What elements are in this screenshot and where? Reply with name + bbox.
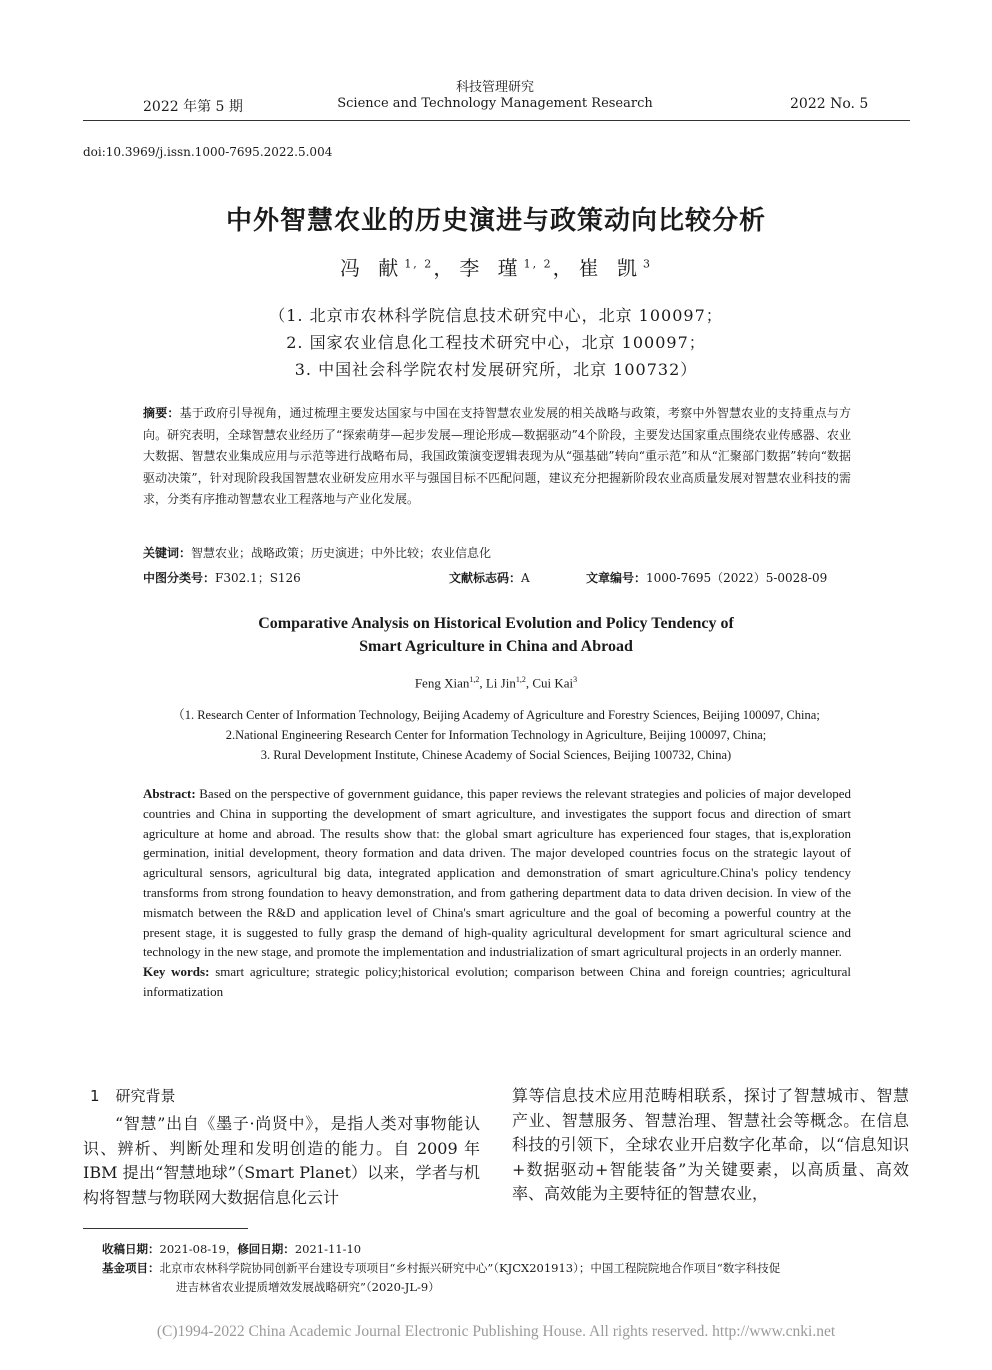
keywords-en <box>143 962 851 1002</box>
abstract-cn-text: 基于政府引导视角，通过梳理主要发达国家与中国在支持智慧农业发展的相关战略与政策，考察中外智慧农业的支持重点与方向。研究表明，全球智慧农业经历了“探索萌芽—起步发展—理论形成—数据驱动”4个阶段，主要发达国家重点围绕农业传感器、农业大数据、智慧农业集成应用与示范等进行战略布局，我国政策演变逻辑表现为从“强基础”转向“重示范”和从“汇聚部门数据”转向“数据驱动决策”，针对现阶段我国智慧农业研发应用水平与强国目标不匹配问题，建议充分把握新阶段农业高质量发展对智慧农业科技的需求，分类有序推动智慧农业工程落地与产业化发展。 <box>143 406 851 507</box>
author-affil-mark: 1,2 <box>515 675 526 684</box>
footnote-fund <box>102 1259 912 1297</box>
doc-code-value: A <box>521 571 530 585</box>
keywords-en-text: smart agriculture; strategic policy;historical evolution; comparison between China and foreign countries; agricultural informatization <box>143 964 851 999</box>
article-no-field <box>586 569 827 586</box>
author-name: 崔 凯 <box>578 256 644 280</box>
paper-title-cn: 中外智慧农业的历史演进与政策动向比较分析 <box>225 206 766 236</box>
paper-title-en <box>0 612 992 658</box>
affiliation-cn-3: 3. 中国社会科学院农村发展研究所，北京 100732） <box>294 360 698 379</box>
revised-date: 2021-11-10 <box>294 1242 362 1256</box>
keywords-en-label: Key words: <box>143 964 210 980</box>
fund-text-line1: 北京市农林科学院协同创新平台建设专项项目“乡村振兴研究中心”（KJCX201913）；中国工程院院地合作项目“数字科技促 <box>159 1261 781 1275</box>
received-label: 收稿日期： <box>102 1242 160 1256</box>
article-no-value: 1000-7695（2022）5-0028-09 <box>646 571 828 585</box>
section-heading <box>90 1085 176 1106</box>
affiliation-en-1: （1. Research Center of Information Technology, Beijing Academy of Agriculture and Forestry Sciences, Beijing 100097, China; <box>172 708 820 722</box>
paper-title-en-line: Comparative Analysis on Historical Evolution and Policy Tendency of <box>258 615 734 632</box>
revised-label: 修回日期： <box>237 1242 295 1256</box>
author-separator: ， <box>552 256 579 280</box>
body-text-left: “智慧”出自《墨子·尚贤中》，是指人类对事物能认识、辨析、判断处理和发明创造的能力。自 2009 年 IBM 提出“智慧地球”（Smart Planet）以来，学者与机构将智慧与物联网大数据信息化云计 <box>83 1114 480 1207</box>
abstract-en <box>143 784 851 1002</box>
abstract-en-label: Abstract: <box>143 786 196 801</box>
keywords-cn-text: 智慧农业；战略政策；历史演进；中外比较；农业信息化 <box>191 546 492 560</box>
doi-link[interactable]: doi:10.3969/j.issn.1000-7695.2022.5.004 <box>83 145 333 159</box>
author-affil-mark: 1, 2 <box>404 257 434 271</box>
author-name: 冯 献 <box>339 256 405 280</box>
keywords-cn <box>143 543 851 565</box>
keywords-cn-label: 关键词： <box>143 546 192 560</box>
issue-label-en: 2022 No. 5 <box>790 96 869 112</box>
clc-label: 中图分类号： <box>143 571 216 585</box>
clc-value: F302.1；S126 <box>215 571 301 585</box>
author-affil-mark: 3 <box>643 257 653 271</box>
issue-label-cn: 2022 年第 5 期 <box>143 99 243 115</box>
paper-title-en-line: Smart Agriculture in China and Abroad <box>359 638 633 655</box>
footnote-divider <box>83 1228 248 1229</box>
author-affil-mark: 3 <box>573 675 578 684</box>
affiliation-en-2: 2.National Engineering Research Center for Information Technology in Agriculture, Beijing 100097, China; <box>225 728 767 742</box>
doc-code-field <box>449 569 530 586</box>
author-separator: ， <box>433 256 460 280</box>
fund-label: 基金项目： <box>102 1261 160 1275</box>
header-divider <box>83 120 910 121</box>
clc-field <box>143 569 301 586</box>
abstract-en-text: Based on the perspective of government guidance, this paper reviews the relevant strategies and policies of major developed countries and China in supporting the development of smart agriculture, and investigates the support focus and direction of smart agriculture at home and abroad. The results show that: the global smart agriculture has experienced four stages, that is,exploration germination, initial development, theory formation and data driven. The major developed countries focus on the strategic layout of agricultural sensors, agricultural big data, integrated application and demonstration of smart agriculture.China's policy tendency transforms from strong foundation to heavy demonstration, and from gathering department data to data driven decision. In view of the mismatch between the R&D and application level of China's smart agriculture and the goal of becoming a powerful country at the present stage, it is suggested to fully grasp the demand of high-quality agricultural development for smart agricultural science and technology in the new stage, and promote the implementation and industrialization of smart agricultural projects in an orderly manner. <box>143 786 852 960</box>
author-affil-mark: 1, 2 <box>523 257 553 271</box>
footnote-dates: 收稿日期：2021-08-19，修回日期：2021-11-10 <box>102 1242 362 1256</box>
author-list-en <box>0 675 992 691</box>
author-name: Li Jin <box>485 675 516 691</box>
abstract-en-body <box>143 784 851 962</box>
author-list-cn <box>0 252 992 281</box>
section-number: 1 <box>90 1087 100 1105</box>
author-separator: , <box>525 675 533 691</box>
classification-row <box>143 569 851 587</box>
doc-code-label: 文献标志码： <box>449 571 522 585</box>
article-no-label: 文章编号： <box>586 571 647 585</box>
author-name: Feng Xian <box>414 675 470 691</box>
author-name: 李 瑾 <box>459 256 524 280</box>
author-affil-mark: 1,2 <box>469 675 480 684</box>
fund-text-line2: 进吉林省农业提质增效发展战略研究”（2020-JL-9） <box>176 1280 440 1294</box>
received-date: 2021-08-19 <box>159 1242 226 1256</box>
affiliations-en <box>0 705 992 765</box>
affiliation-cn-1: （1. 北京市农林科学院信息技术研究中心，北京 100097； <box>269 306 723 325</box>
journal-name <box>330 80 660 112</box>
affiliation-en-3: 3. Rural Development Institute, Chinese Academy of Social Sciences, Beijing 100732, China) <box>260 748 732 762</box>
body-column-right: 算等信息技术应用范畴相联系，探讨了智慧城市、智慧产业、智慧服务、智慧治理、智慧社会等概念。在信息科技的引领下，全球农业开启数字化革命，以“信息知识+数据驱动+智能装备”为关键要素，以高质量、高效率、高效能为主要特征的智慧农业， <box>512 1086 909 1203</box>
affiliation-cn-2: 2. 国家农业信息化工程技术研究中心，北京 100097； <box>286 333 706 352</box>
section-title: 研究背景 <box>115 1087 176 1105</box>
journal-name-en: Science and Technology Management Research <box>337 96 653 111</box>
journal-name-cn: 科技管理研究 <box>455 80 534 95</box>
body-column-left <box>83 1112 480 1210</box>
author-name: Cui Kai <box>532 675 574 691</box>
copyright-watermark: (C)1994-2022 China Academic Journal Electronic Publishing House. All rights reserved. http://www.cnki.net <box>156 1323 836 1340</box>
abstract-cn <box>143 403 851 511</box>
author-separator: , <box>479 675 486 691</box>
abstract-cn-label: 摘要： <box>143 406 180 420</box>
